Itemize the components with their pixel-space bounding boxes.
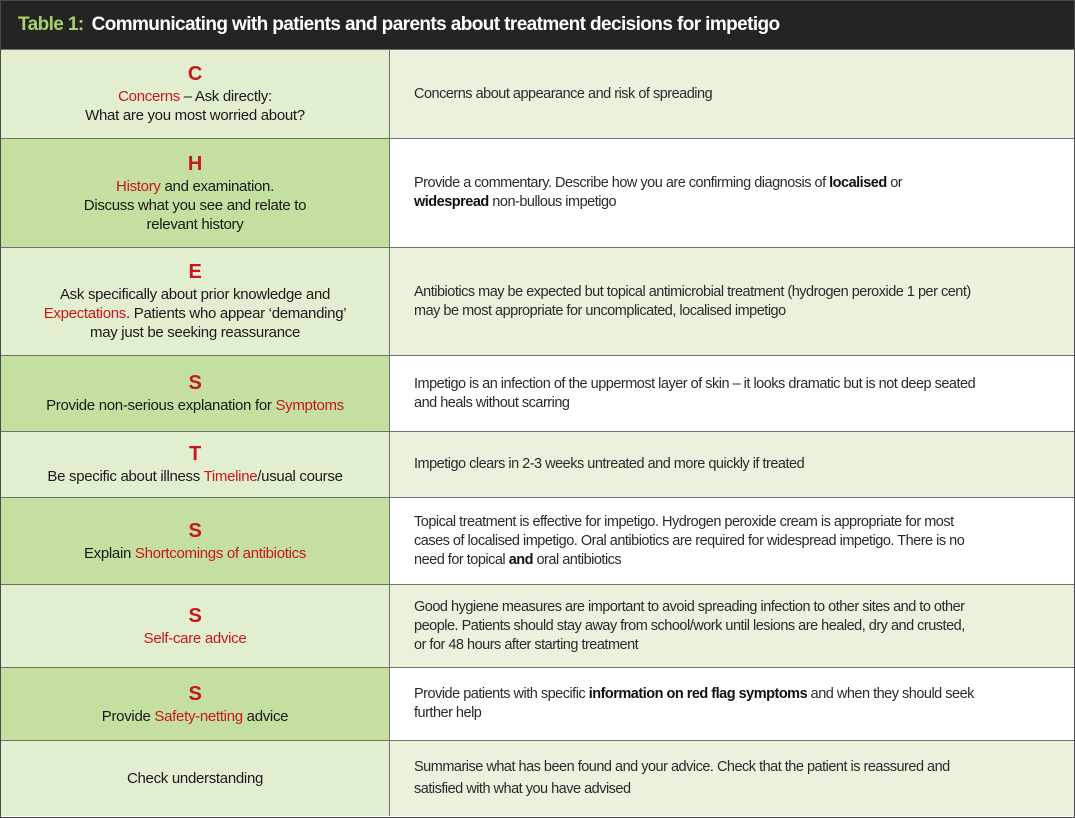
left-text: . Patients who appear ‘demanding’	[126, 305, 347, 322]
left-line	[116, 177, 274, 196]
left-line	[47, 467, 342, 486]
right-line: cases of localised impetigo. Oral antibiotics are required for widespread impetigo. There is no	[414, 532, 965, 549]
right-cell	[390, 668, 1074, 740]
mnemonic-letter: C	[187, 63, 203, 85]
mnemonic-letter: S	[188, 604, 202, 627]
mnemonic-letter: S	[188, 519, 202, 542]
right-text: Impetigo clears in 2-3 weeks untreated and more quickly if treated	[414, 456, 805, 472]
left-line: Check understanding	[126, 770, 264, 787]
left-line: Ask specifically about prior knowledge and	[59, 286, 331, 303]
right-cell	[390, 248, 1074, 355]
table-row-shortcomings	[1, 497, 1074, 584]
left-text: /usual course	[257, 468, 343, 485]
table-title-bar	[1, 1, 1074, 49]
right-line: may be most appropriate for uncomplicated, localised impetigo	[414, 302, 786, 319]
left-line	[84, 544, 306, 563]
bold-term: widespread	[414, 194, 489, 210]
right-line: further help	[414, 705, 482, 721]
left-cell	[1, 139, 390, 247]
left-line: Discuss what you see and relate to	[83, 196, 307, 214]
right-line: Summarise what has been found and your advice. Check that the patient is reassured and	[414, 759, 950, 775]
right-text: Provide a commentary. Describe how you are confirming diagnosis of	[414, 175, 830, 191]
table-row-expectations	[1, 247, 1074, 355]
left-cell	[1, 432, 390, 497]
bold-term: localised	[829, 175, 887, 191]
keyword: Self-care advice	[143, 629, 247, 647]
right-line	[414, 685, 1064, 704]
right-line: Topical treatment is effective for impetigo. Hydrogen peroxide cream is appropriate for most	[414, 513, 954, 530]
right-line	[414, 193, 1064, 212]
left-line	[44, 304, 347, 323]
left-cell	[1, 356, 390, 431]
left-cell	[1, 585, 390, 667]
right-cell	[390, 741, 1074, 816]
left-text: Provide non-serious explanation for	[46, 397, 276, 414]
table-number: Table 1:	[18, 14, 84, 35]
left-line	[118, 87, 272, 106]
right-text: Provide patients with specific	[414, 686, 589, 702]
mnemonic-letter: H	[187, 152, 203, 175]
left-text: Be specific about illness	[47, 468, 204, 485]
table-row-concerns	[1, 49, 1074, 138]
table-row-history	[1, 138, 1074, 247]
left-text: advice	[242, 707, 289, 725]
table-row-timeline	[1, 431, 1074, 497]
right-text: non-bullous impetigo	[488, 194, 617, 210]
right-cell	[390, 139, 1074, 247]
left-cell	[1, 50, 390, 138]
left-cell	[1, 248, 390, 355]
table-row-safety-netting	[1, 667, 1074, 740]
left-cell	[1, 498, 390, 584]
right-text: and when they should seek	[807, 686, 974, 702]
table-row-self-care	[1, 584, 1074, 667]
right-line: and heals without scarring	[414, 394, 570, 411]
right-line	[414, 174, 1064, 193]
left-line	[102, 707, 288, 726]
left-text: Explain	[83, 544, 135, 562]
right-line: Impetigo is an infection of the uppermost layer of skin – it looks dramatic but is not deep seated	[414, 375, 976, 392]
left-line	[144, 629, 247, 648]
right-line: or for 48 hours after starting treatment	[414, 636, 639, 653]
keyword: Safety-netting	[154, 707, 243, 725]
right-text: need for topical	[414, 551, 509, 568]
left-cell	[1, 668, 390, 740]
keyword: Symptoms	[275, 397, 344, 414]
right-line: satisfied with what you have advised	[414, 781, 631, 797]
right-text: or	[886, 175, 903, 191]
right-cell	[390, 432, 1074, 497]
bold-term: and	[508, 551, 533, 568]
keyword: Concerns	[118, 88, 180, 105]
left-line	[46, 396, 344, 415]
mnemonic-letter: S	[188, 372, 202, 394]
keyword: History	[116, 177, 161, 195]
right-text: Concerns about appearance and risk of spreading	[414, 85, 713, 102]
right-line	[414, 551, 1064, 570]
left-line: relevant history	[146, 215, 244, 233]
keyword: Timeline	[203, 468, 258, 485]
right-line: Antibiotics may be expected but topical antimicrobial treatment (hydrogen peroxide 1 per cent)	[414, 283, 971, 300]
table-row-check-understanding	[1, 740, 1074, 816]
table-row-symptoms	[1, 355, 1074, 431]
left-line: may just be seeking reassurance	[90, 324, 300, 341]
left-cell	[1, 741, 390, 816]
right-line: Good hygiene measures are important to avoid spreading infection to other sites and to other	[414, 598, 965, 615]
keyword: Shortcomings of antibiotics	[134, 544, 307, 562]
left-line: What are you most worried about?	[85, 107, 305, 124]
left-text: – Ask directly:	[179, 88, 272, 105]
right-cell	[390, 50, 1074, 138]
keyword: Expectations	[43, 305, 127, 322]
right-line: people. Patients should stay away from school/work until lesions are healed, dry and crusted,	[414, 617, 965, 634]
right-text: oral antibiotics	[532, 551, 622, 568]
left-text: Provide	[101, 707, 155, 725]
right-cell	[390, 585, 1074, 667]
table-title: Communicating with patients and parents about treatment decisions for impetigo	[91, 14, 780, 35]
mnemonic-letter: T	[189, 443, 201, 465]
mnemonic-letter: S	[188, 682, 202, 705]
left-text: and examination.	[160, 177, 274, 195]
right-cell	[390, 356, 1074, 431]
mnemonic-letter: E	[188, 261, 202, 283]
right-cell	[390, 498, 1074, 584]
bold-term: information on red flag symptoms	[588, 686, 808, 702]
